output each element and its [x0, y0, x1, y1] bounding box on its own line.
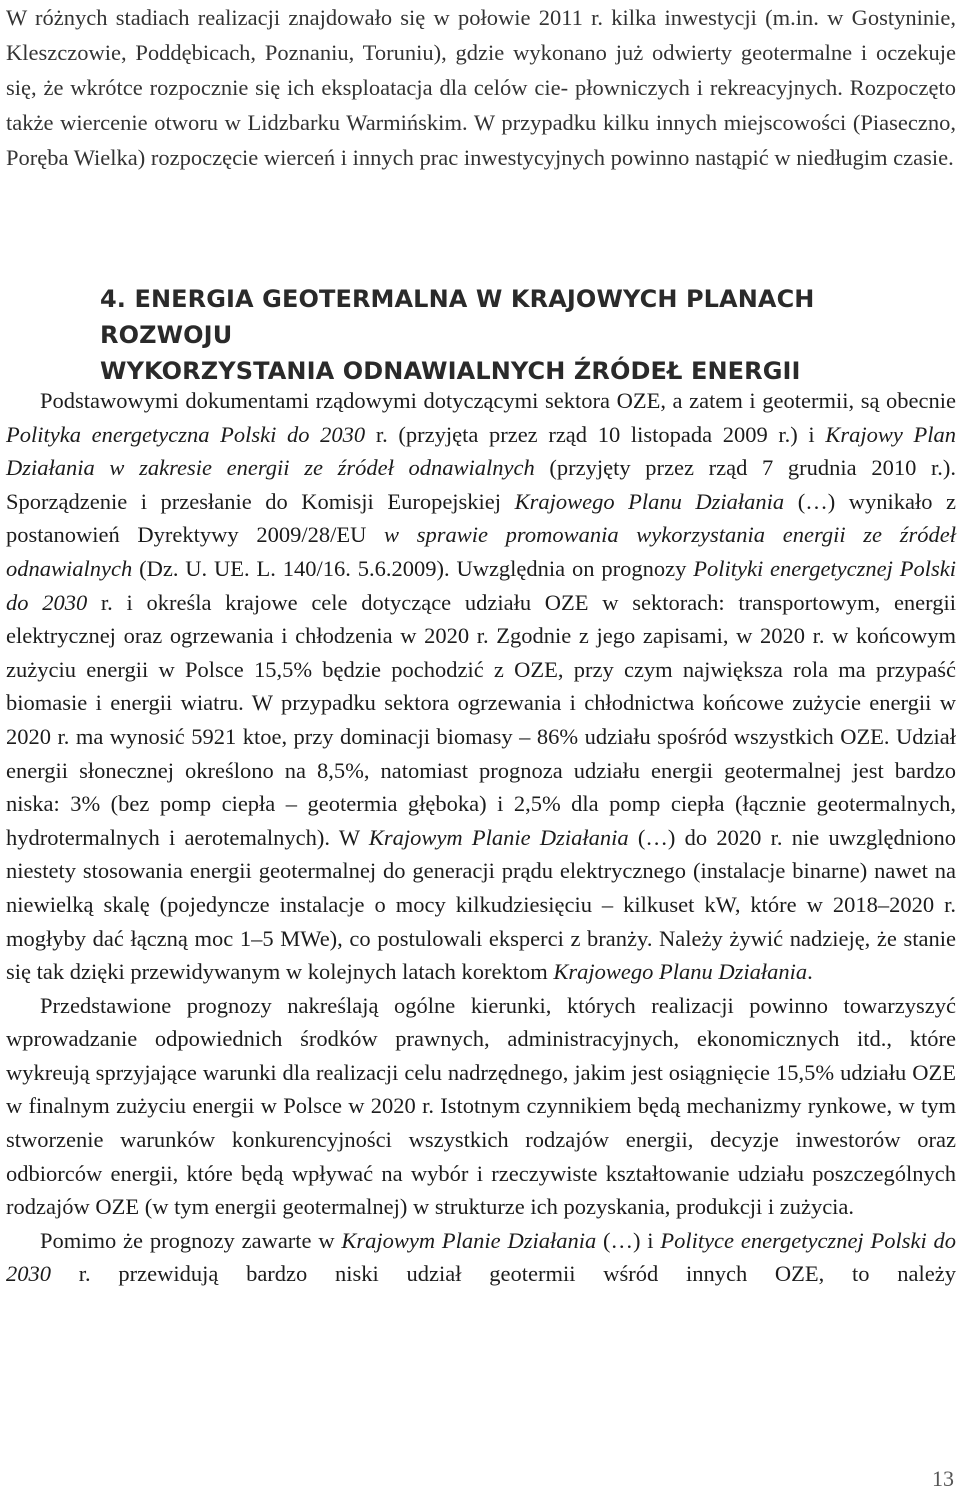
italic-title: Polityce energetycznej Polski do 2030 [6, 1227, 956, 1287]
text-run: r. (przyjęta przez rząd 10 listopada 2009 r.) i [365, 421, 826, 447]
italic-title: Krajowego Planu Działania [553, 959, 808, 985]
text-run: r. i określa krajowe cele dotyczące udziału OZE w sektorach: transportowym, energii elektrycznej oraz ogrzewania i chłodzenia w 2020 r. Zgodnie z jego zapisami, w 2020 r. w końcowym zużyciu energii w Polsce 15,5% będzie pochodzić z OZE, przy czym największa rola ma przypaść biomasie i energii wiatru. W przypadku sektora ogrzewania i chłodnictwa końcowe zużycie energii w 2020 r. ma wynosić 5921 ktoe, przy dominacji biomasy – 86% udziału spośród wszystkich OZE. Udział energii słonecznej określono na 8,5%, natomiast prognoza udziału energii geotermalnej jest bardzo niska: 3% (bez pomp ciepła – geotermia głęboka) i 2,5% dla pomp ciepła (łącznie geotermalnych, hydrotermalnych i aerotemalnych). W [6, 589, 957, 850]
paragraph-2: Przedstawione prognozy nakreślają ogólne kierunki, których realizacji powinno towarzyszyć wprowadzanie odpowiednich środków prawnych, administracyjnych, ekonomicznych itd., które wykreują sprzyjające warunki dla realizacji celu nadrzędnego, jakim jest osiągnięcie 15,5% udziału OZE w finalnym zużyciu energii w Polsce w 2020 r. Istotnym czynnikiem będą mechanizmy rynkowe, w tym stworzenie warunków konkurencyjności wszystkich rodzajów energii, decyzje inwestorów oraz odbiorców energii, które będą wpływać na wybór i rzeczywiste kształtowanie udziału poszczególnych rodzajów OZE (w tym energii geotermalnej) w strukturze ich pozyskania, produkcji i zużycia. [6, 992, 956, 1220]
italic-title: Polityki energetycznej Polski do 2030 [6, 555, 956, 615]
intro-line: geotermalne i oczekuje się, że wkrótce rozpocznie się ich eksploatacja dla celów cie- [6, 40, 956, 100]
intro-line: i innych prac inwestycyjnych powinno nastąpić w niedługim czasie. [340, 145, 954, 170]
page-number: 13 [932, 1466, 954, 1491]
intro-line: W różnych stadiach realizacji znajdowało się w połowie 2011 r. kilka inwestycji (m.in. [6, 5, 819, 30]
italic-title: Polityka energetyczna Polski do 2030 [6, 421, 366, 447]
intro-line: W przypadku kilku innych miejscowości (Piaseczno, Poręba Wielka) rozpoczęcie wierceń [6, 110, 957, 170]
text-run: . [807, 959, 813, 985]
text-run: (Dz. U. UE. L. 140/16. 5.6.2009). Uwzględnia on prognozy [132, 555, 694, 581]
text-run: r. przewidują bardzo niski udział geotermii wśród innych OZE, to należy [51, 1261, 956, 1287]
text-run: Pomimo że prognozy zawarte w [40, 1227, 342, 1253]
italic-title: Krajowy Plan Działania w zakresie energii ze źródeł odnawialnych [6, 421, 956, 481]
text-run: (przyjęty przez rząd 7 grudnia 2010 r.). Sporządzenie i przesłanie do Komisji Europejskiej [6, 455, 956, 514]
text-run: (…) do 2020 r. nie uwzględniono niestety stosowania energii geotermalnej do generacji prądu elektrycznego (instalacje binarne) nawet na niewielką skalę (pojedyncze instalacje o mocy kilkudziesięciu – kilkuset kW, które w 2018–2020 r. mogłyby dać łączną moc 1–5 MWe), co postulowali eksperci z branży. Należy żywić nadzieję, że stanie się tak dzięki przewidywanym w kolejnych latach korektom [6, 824, 956, 985]
intro-paragraph [6, 0, 956, 175]
text-run: (…) wynikało z postanowień Dyrektywy 2009/28/EU [6, 488, 957, 548]
text-run: Podstawowymi dokumentami rządowymi dotyczącymi sektora OZE, a zatem i geotermii, są obecnie [40, 388, 956, 413]
italic-title: w sprawie promowania wykorzystania energii ze źródeł odnawialnych [6, 522, 956, 581]
italic-title: Krajowego Planu Działania [514, 488, 785, 514]
section-heading [100, 281, 920, 389]
section-body [6, 384, 956, 1291]
section-heading-line-2: WYKORZYSTANIA ODNAWIALNYCH ŹRÓDEŁ ENERGII [100, 357, 801, 385]
text-run: (…) i [596, 1227, 661, 1253]
intro-line: płowniczych i rekreacyjnych. Rozpoczęto także wiercenie otworu w Lidzbarku Warmińskim. [6, 75, 956, 135]
paragraph-1 [6, 384, 956, 989]
intro-line: w Gostyninie, Kleszczowie, Poddębicach, Poznaniu, Toruniu), gdzie wykonano już odwierty [6, 5, 956, 65]
italic-title: Krajowym Planie Działania [341, 1227, 597, 1253]
paragraph-3 [6, 1224, 956, 1291]
section-heading-line-1: 4. ENERGIA GEOTERMALNA W KRAJOWYCH PLANACH ROZWOJU [100, 285, 815, 349]
italic-title: Krajowym Planie Działania [368, 824, 629, 850]
